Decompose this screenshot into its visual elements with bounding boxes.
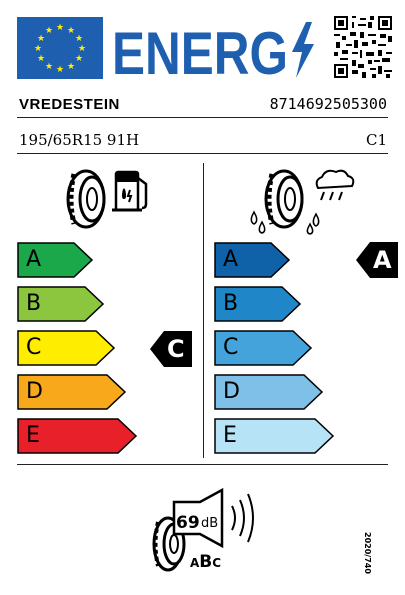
noise-class-letter: A [190,556,200,570]
fuel-efficiency-rating-marker [150,331,192,367]
svg-text:★: ★ [55,23,65,33]
wet-grip-arrow-a [214,242,291,278]
qr-code-icon[interactable] [334,16,392,78]
tyre-size: 195/65R15 91H [19,131,140,149]
wet-grip-arrow-label: B [223,291,239,316]
fuel-efficiency-arrow-label: C [26,335,42,360]
tyre-fuel-icon [60,166,156,236]
fuel-efficiency-arrow-label: B [26,291,42,316]
svg-text:★: ★ [36,34,46,44]
wet-grip-arrow-e [214,418,335,454]
noise-value: 69 [176,513,200,533]
fuel-efficiency-arrow-e [17,418,138,454]
eu-flag-icon [17,17,103,79]
wet-grip-arrow-d [214,374,324,410]
wet-grip-arrow-label: A [223,247,239,272]
svg-text:★: ★ [74,54,84,64]
wet-grip-arrow-label: E [223,423,237,448]
svg-text:★: ★ [36,54,46,64]
fuel-efficiency-arrow-a [17,242,94,278]
wet-grip-rating-marker [356,242,398,278]
brand-name: VREDESTEIN [19,96,120,113]
divider [17,153,388,154]
noise-unit: dB [201,516,219,531]
noise-class-letter: B [199,552,213,572]
svg-text:★: ★ [55,65,65,75]
ean-code: 8714692505300 [269,95,387,113]
svg-text:★: ★ [77,44,87,54]
column-divider [203,163,204,458]
tyre-class: C1 [365,131,387,149]
wet-grip-arrow-label: C [223,335,239,360]
svg-text:★: ★ [66,26,76,36]
noise-class [190,552,221,572]
tyre-rain-icon [246,166,358,240]
fuel-efficiency-arrow-label: E [26,423,40,448]
noise-class-letter: C [212,556,222,570]
svg-text:★: ★ [74,34,84,44]
regulation-number: 2020/740 [363,532,372,574]
energy-title [108,16,322,82]
fuel-efficiency-arrow-b [17,286,105,322]
divider [17,464,388,465]
svg-text:★: ★ [44,26,54,36]
svg-text:★: ★ [66,62,76,72]
divider [17,117,388,118]
wet-grip-rating: A [373,246,392,274]
svg-text:★: ★ [44,62,54,72]
svg-text:★: ★ [33,44,43,54]
fuel-efficiency-arrow-label: A [26,247,42,272]
lightning-icon [292,22,314,78]
fuel-efficiency-arrow-label: D [26,379,43,404]
fuel-efficiency-arrow-d [17,374,127,410]
wet-grip-arrow-c [214,330,313,366]
wet-grip-arrow-label: D [223,379,240,404]
energy-title-text: ENERG [112,20,288,82]
fuel-efficiency-arrow-c [17,330,116,366]
wet-grip-arrow-b [214,286,302,322]
fuel-efficiency-rating: C [167,335,185,363]
